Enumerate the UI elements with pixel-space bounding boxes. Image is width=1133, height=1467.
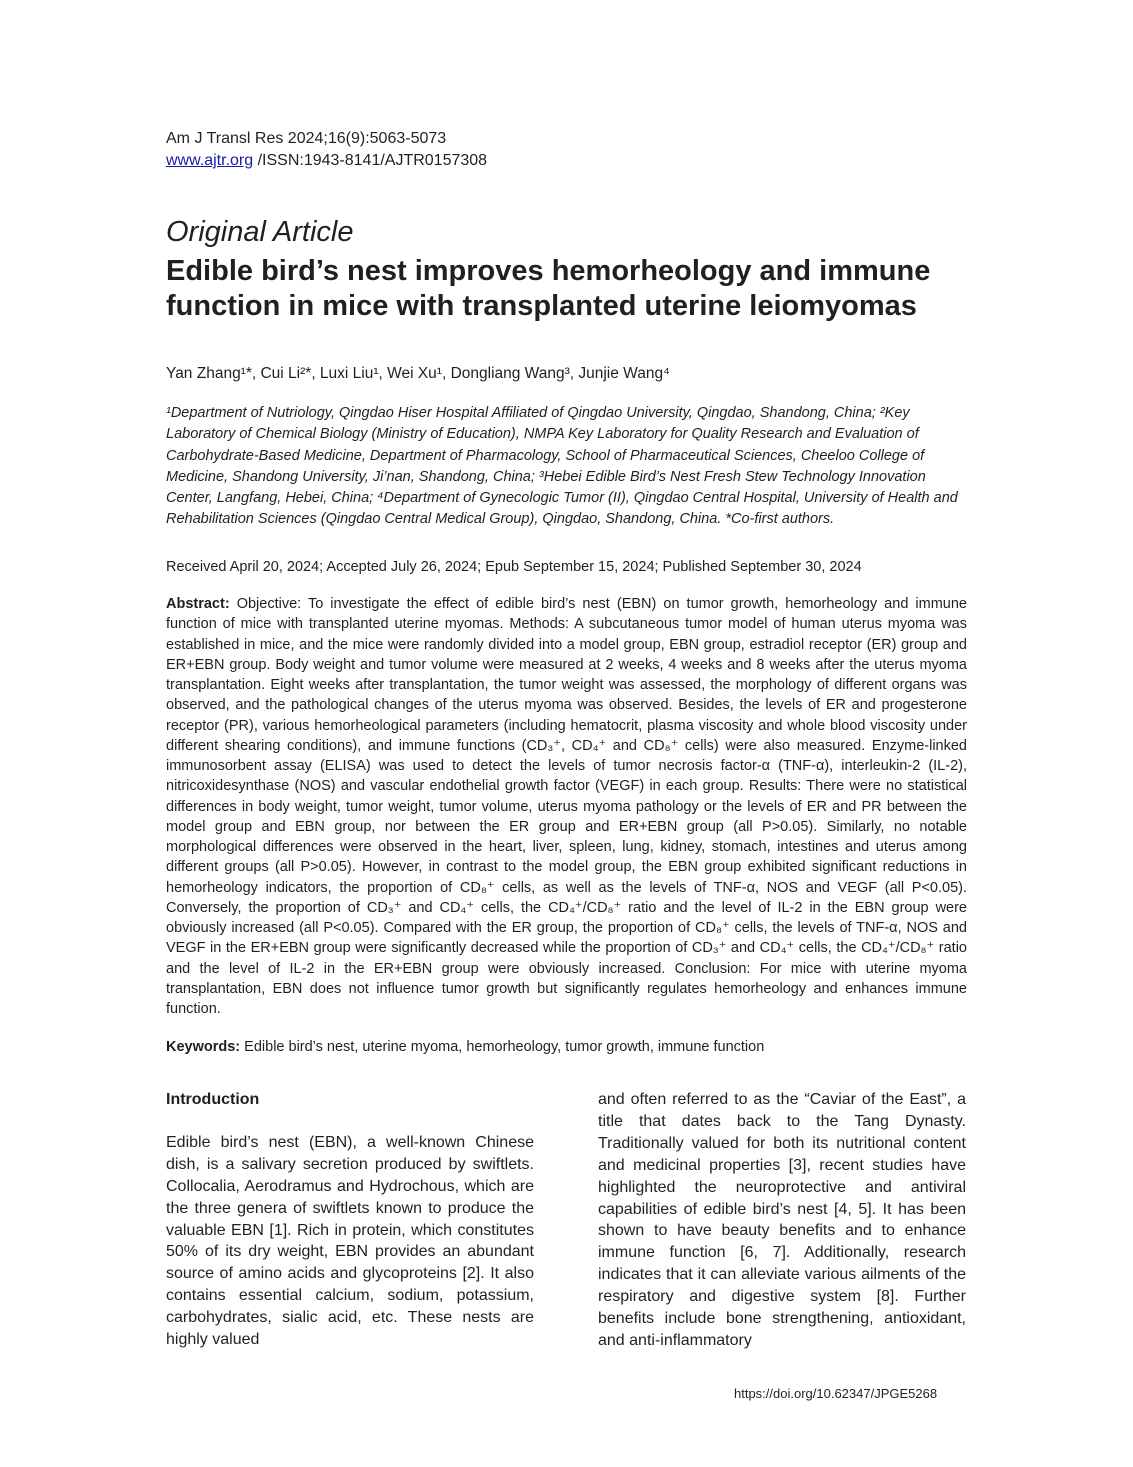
keywords-label: Keywords: <box>166 1039 241 1055</box>
keywords-text: Edible bird’s nest, uterine myoma, hemorheology, tumor growth, immune function <box>240 1039 765 1055</box>
affiliations: ¹Department of Nutriology, Qingdao Hiser Hospital Affiliated of Qingdao University, Qingdao, Shandong, China; ²Key Laboratory of Chemical Biology (Ministry of Education), NMPA Key Laboratory for Quality Research and Evaluation of Carbohydrate-Based Medicine, Department of Pharmacology, School of Pharmaceutical Sciences, Cheeloo College of Medicine, Shandong University, Ji’nan, Shandong, China; ³Hebei Edible Bird’s Nest Fresh Stew Technology Innovation Center, Langfang, Hebei, China; ⁴Department of Gynecologic Tumor (II), Qingdao Central Hospital, University of Health and Rehabilitation Sciences (Qingdao Central Medical Group), Qingdao, Shandong, China. *Co-first authors. <box>166 405 958 528</box>
issn-text: /ISSN:1943-8141/AJTR0157308 <box>253 152 488 169</box>
body-column-left <box>166 1089 534 1351</box>
section-heading-introduction: Introduction <box>166 1091 260 1108</box>
abstract-label: Abstract: <box>166 596 230 612</box>
article-title: Edible bird’s nest improves hemorheology and immune function in mice with transplanted uterine leiomyomas <box>166 255 931 322</box>
article-type: Original Article <box>166 216 354 248</box>
author-list: Yan Zhang¹*, Cui Li²*, Luxi Liu¹, Wei Xu¹, Dongliang Wang³, Junjie Wang⁴ <box>166 365 670 382</box>
abstract <box>166 594 967 1019</box>
body-column-right <box>598 1089 966 1352</box>
journal-citation: Am J Transl Res 2024;16(9):5063-5073 <box>166 130 447 147</box>
publication-dates: Received April 20, 2024; Accepted July 26, 2024; Epub September 15, 2024; Published September 30, 2024 <box>166 559 862 575</box>
doi-footer: https://doi.org/10.62347/JPGE5268 <box>734 1386 938 1401</box>
journal-website-link[interactable]: www.ajtr.org <box>166 152 254 169</box>
journal-issn-line <box>166 150 487 172</box>
introduction-paragraph-right: and often referred to as the “Caviar of the East”, a title that dates back to the Tang Dynasty. Traditionally valued for both its nutritional content and medicinal properties [3], recent studies have highlighted the neuroprotective and antiviral capabilities of edible bird’s nest [4, 5]. It has been shown to have beauty benefits and to enhance immune function [6, 7]. Additionally, research indicates that it can alleviate various ailments of the respiratory and digestive system [8]. Further benefits include bone strengthening, antioxidant, and anti-inflammatory <box>598 1091 966 1349</box>
introduction-paragraph-left: Edible bird’s nest (EBN), a well-known Chinese dish, is a salivary secretion produced by swiftlets. Collocalia, Aerodramus and Hydrochous, which are the three genera of swiftlets known to produce the valuable EBN [1]. Rich in protein, which constitutes 50% of its dry weight, EBN provides an abundant source of amino acids and glycoproteins [2]. It also contains essential calcium, sodium, potassium, carbohydrates, sialic acid, etc. These nests are highly valued <box>166 1133 534 1349</box>
journal-header <box>166 128 487 172</box>
keywords <box>166 1037 764 1057</box>
abstract-text: Objective: To investigate the effect of edible bird’s nest (EBN) on tumor growth, hemorheology and immune function of mice with transplanted uterine myomas. Methods: A subcutaneous tumor model of human uterus myoma was established in mice, and the mice were randomly divided into a model group, EBN group, estradiol receptor (ER) group and ER+EBN group. Body weight and tumor volume were measured at 2 weeks, 4 weeks and 8 weeks after the uterus myoma transplantation. Eight weeks after transplantation, the tumor weight was assessed, the morphology of different organs was observed, and the pathological changes of the uterus myoma was observed. Besides, the levels of ER and progesterone receptor (PR), various hemorheological parameters (including hematocrit, plasma viscosity and whole blood viscosity under different shearing conditions), and immune functions (CD₃⁺, CD₄⁺ and CD₈⁺ cells) were also measured. Enzyme-linked immunosorbent assay (ELISA) was used to detect the levels of tumor necrosis factor-α (TNF-α), interleukin-2 (IL-2), nitricoxidesynthase (NOS) and vascular endothelial growth factor (VEGF) in each group. Results: There were no statistical differences in body weight, tumor weight, tumor volume, uterus myoma pathology or the levels of ER and PR between the model group and EBN group, nor between the ER group and ER+EBN group (all P>0.05). Similarly, no notable morphological differences were observed in the heart, liver, spleen, lung, kidney, stomach, intestines and uterus among different groups (all P>0.05). However, in contrast to the model group, the EBN group exhibited significant reductions in hemorheology indicators, the proportion of CD₈⁺ cells, as well as the levels of TNF-α, NOS and VEGF (all P<0.05). Conversely, the proportion of CD₃⁺ and CD₄⁺ cells, the CD₄⁺/CD₈⁺ ratio and the level of IL-2 in the EBN group were obviously increased (all P<0.05). Compared with the ER group, the proportion of CD₈⁺ cells, the levels of TNF-α, NOS and VEGF in the ER+EBN group were significantly decreased while the proportion of CD₃⁺ and CD₄⁺ cells, the CD₄⁺/CD₈⁺ ratio and the level of IL-2 in the ER+EBN group were obviously increased. Conclusion: For mice with uterine myoma transplantation, EBN does not influence tumor growth but significantly regulates hemorheology and enhances immune function. <box>166 596 967 1017</box>
